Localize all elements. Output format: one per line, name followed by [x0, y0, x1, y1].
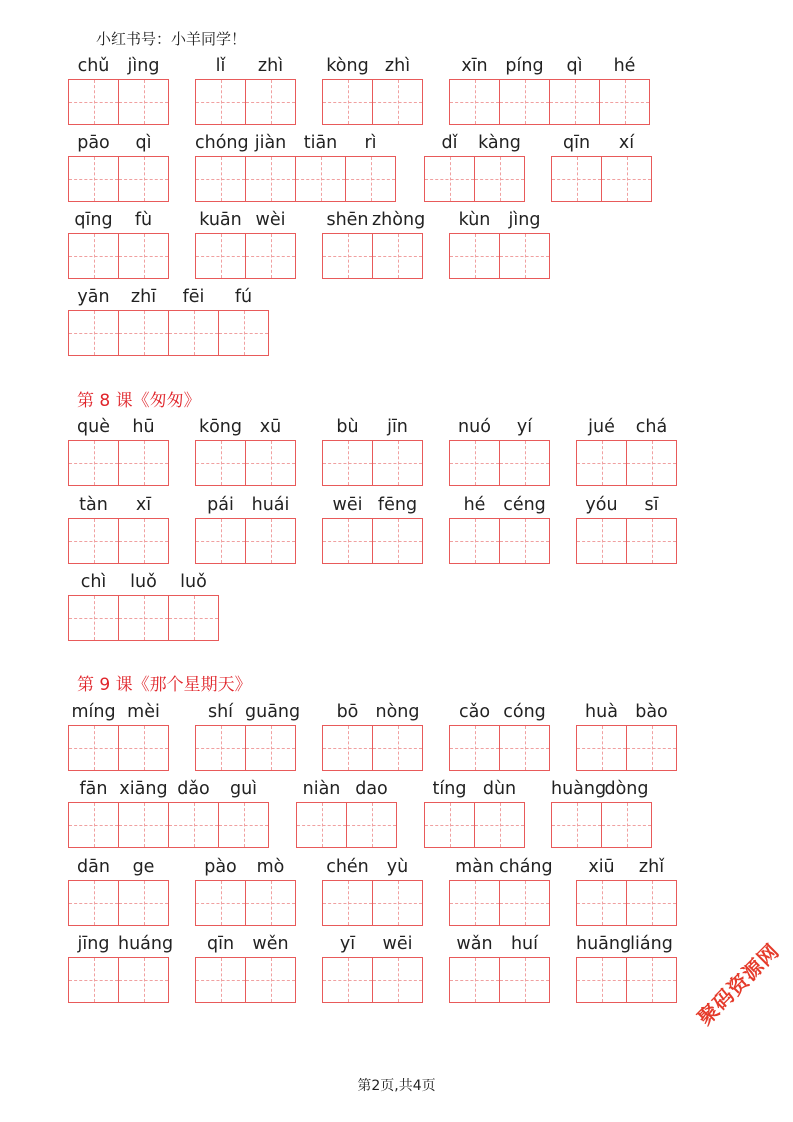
- pinyin-syllable: zhǐ: [638, 857, 665, 877]
- pinyin-syllable: tiān: [303, 133, 338, 153]
- pinyin-syllable: zhòng: [372, 210, 426, 230]
- writing-cell[interactable]: [345, 156, 396, 202]
- writing-cell[interactable]: [68, 518, 119, 564]
- character-grid: [551, 156, 652, 202]
- pinyin-syllable: tíng: [432, 779, 467, 799]
- pinyin-syllable: chá: [635, 417, 668, 437]
- pinyin-syllable: zhì: [257, 56, 284, 76]
- header-note: 小红书号：小羊同学！: [96, 30, 247, 48]
- character-grid: [195, 957, 296, 1003]
- writing-cell[interactable]: [372, 79, 423, 125]
- pinyin-syllable: kùn: [458, 210, 491, 230]
- writing-cell[interactable]: [549, 79, 600, 125]
- writing-cell[interactable]: [118, 802, 169, 848]
- pinyin-syllable: ge: [132, 857, 155, 877]
- character-grid: [424, 802, 525, 848]
- writing-cell[interactable]: [449, 957, 500, 1003]
- writing-cell[interactable]: [449, 880, 500, 926]
- pinyin-syllable: shēn: [326, 210, 369, 230]
- pinyin-syllable: tàn: [79, 495, 108, 515]
- pinyin-syllable: sī: [644, 495, 659, 515]
- pinyin-syllable: chì: [80, 572, 107, 592]
- writing-cell[interactable]: [68, 310, 119, 356]
- writing-cell[interactable]: [168, 595, 219, 641]
- writing-cell[interactable]: [626, 440, 677, 486]
- pinyin-syllable: jīng: [77, 934, 110, 954]
- writing-cell[interactable]: [449, 440, 500, 486]
- writing-cell[interactable]: [68, 79, 119, 125]
- pinyin-syllable: jìng: [127, 56, 160, 76]
- pinyin-syllable: liáng: [630, 934, 673, 954]
- writing-cell[interactable]: [168, 310, 219, 356]
- pinyin-syllable: céng: [503, 495, 546, 515]
- character-grid: [68, 233, 169, 279]
- pinyin-syllable: píng: [505, 56, 544, 76]
- character-grid: [68, 79, 169, 125]
- writing-cell[interactable]: [601, 156, 652, 202]
- pinyin-syllable: wǎn: [456, 934, 493, 954]
- pinyin-syllable: yān: [77, 287, 110, 307]
- pinyin-syllable: shí: [207, 702, 234, 722]
- pinyin-syllable: rì: [364, 133, 377, 153]
- writing-cell[interactable]: [245, 156, 296, 202]
- writing-cell[interactable]: [118, 440, 169, 486]
- pinyin-syllable: xū: [259, 417, 282, 437]
- pinyin-syllable: huà: [585, 702, 618, 722]
- writing-cell[interactable]: [195, 725, 246, 771]
- writing-cell[interactable]: [68, 233, 119, 279]
- character-grid: [322, 440, 423, 486]
- pinyin-syllable: jìng: [508, 210, 541, 230]
- character-grid: [68, 880, 169, 926]
- character-grid: [576, 440, 677, 486]
- writing-cell[interactable]: [68, 880, 119, 926]
- pinyin-syllable: chén: [326, 857, 369, 877]
- writing-cell[interactable]: [372, 440, 423, 486]
- writing-cell[interactable]: [499, 725, 550, 771]
- character-grid: [68, 518, 169, 564]
- writing-cell[interactable]: [576, 880, 627, 926]
- character-grid: [68, 957, 169, 1003]
- writing-cell[interactable]: [322, 725, 373, 771]
- pinyin-syllable: xiāng: [119, 779, 168, 799]
- pinyin-syllable: zhì: [384, 56, 411, 76]
- writing-cell[interactable]: [551, 802, 602, 848]
- writing-cell[interactable]: [168, 802, 219, 848]
- pinyin-syllable: què: [77, 417, 110, 437]
- pinyin-syllable: wēi: [382, 934, 413, 954]
- writing-cell[interactable]: [449, 79, 500, 125]
- writing-cell[interactable]: [474, 802, 525, 848]
- writing-cell[interactable]: [218, 802, 269, 848]
- writing-cell[interactable]: [195, 880, 246, 926]
- pinyin-syllable: dùn: [482, 779, 517, 799]
- character-grid: [322, 957, 423, 1003]
- writing-cell[interactable]: [449, 233, 500, 279]
- character-grid: [195, 156, 396, 202]
- writing-cell[interactable]: [449, 518, 500, 564]
- lesson-8-title: 第 8 课《匆匆》: [77, 391, 201, 411]
- pinyin-syllable: kōng: [198, 417, 243, 437]
- pinyin-syllable: dǐ: [441, 133, 458, 153]
- character-grid: [449, 725, 550, 771]
- writing-cell[interactable]: [424, 802, 475, 848]
- pinyin-syllable: pào: [204, 857, 237, 877]
- pinyin-syllable: yù: [386, 857, 409, 877]
- writing-cell[interactable]: [599, 79, 650, 125]
- character-grid: [322, 518, 423, 564]
- pinyin-syllable: nuó: [458, 417, 491, 437]
- character-grid: [576, 957, 677, 1003]
- writing-cell[interactable]: [499, 957, 550, 1003]
- pinyin-syllable: hé: [613, 56, 636, 76]
- writing-cell[interactable]: [118, 957, 169, 1003]
- character-grid: [551, 802, 652, 848]
- pinyin-syllable: fú: [234, 287, 253, 307]
- pinyin-syllable: jué: [588, 417, 615, 437]
- writing-cell[interactable]: [322, 440, 373, 486]
- character-grid: [449, 880, 550, 926]
- character-grid: [68, 310, 269, 356]
- pinyin-syllable: huáng: [118, 934, 174, 954]
- pinyin-syllable: dòng: [604, 779, 649, 799]
- pinyin-syllable: wěn: [252, 934, 289, 954]
- writing-cell[interactable]: [68, 156, 119, 202]
- pinyin-syllable: hé: [463, 495, 486, 515]
- writing-cell[interactable]: [195, 79, 246, 125]
- writing-cell[interactable]: [346, 802, 397, 848]
- pinyin-syllable: kàng: [478, 133, 521, 153]
- writing-cell[interactable]: [499, 880, 550, 926]
- character-grid: [576, 725, 677, 771]
- writing-cell[interactable]: [576, 957, 627, 1003]
- character-grid: [449, 518, 550, 564]
- pinyin-syllable: kòng: [326, 56, 369, 76]
- writing-cell[interactable]: [322, 233, 373, 279]
- pinyin-syllable: mò: [256, 857, 285, 877]
- pinyin-syllable: luǒ: [180, 572, 207, 592]
- pinyin-syllable: luǒ: [130, 572, 157, 592]
- character-grid: [576, 880, 677, 926]
- writing-cell[interactable]: [499, 79, 550, 125]
- pinyin-syllable: bō: [336, 702, 359, 722]
- pinyin-syllable: bào: [635, 702, 668, 722]
- pinyin-syllable: màn: [455, 857, 494, 877]
- character-grid: [68, 802, 269, 848]
- pinyin-syllable: dān: [77, 857, 110, 877]
- character-grid: [322, 725, 423, 771]
- character-grid: [68, 156, 169, 202]
- pinyin-syllable: xiū: [588, 857, 615, 877]
- writing-cell[interactable]: [118, 595, 169, 641]
- writing-cell[interactable]: [195, 440, 246, 486]
- writing-cell[interactable]: [372, 880, 423, 926]
- writing-cell[interactable]: [245, 79, 296, 125]
- pinyin-syllable: huāng: [576, 934, 632, 954]
- pinyin-syllable: fēi: [182, 287, 205, 307]
- pinyin-syllable: yí: [516, 417, 533, 437]
- pinyin-syllable: guì: [229, 779, 258, 799]
- pinyin-syllable: qì: [135, 133, 152, 153]
- writing-cell[interactable]: [118, 156, 169, 202]
- pinyin-syllable: pái: [207, 495, 234, 515]
- pinyin-syllable: zhī: [130, 287, 157, 307]
- pinyin-syllable: qīng: [74, 210, 113, 230]
- writing-cell[interactable]: [195, 957, 246, 1003]
- writing-cell[interactable]: [118, 725, 169, 771]
- pinyin-syllable: huí: [510, 934, 539, 954]
- writing-cell[interactable]: [626, 725, 677, 771]
- character-grid: [449, 233, 550, 279]
- pinyin-syllable: dao: [355, 779, 388, 799]
- pinyin-syllable: chǔ: [77, 56, 110, 76]
- pinyin-syllable: bù: [336, 417, 359, 437]
- pinyin-syllable: yóu: [585, 495, 618, 515]
- writing-cell[interactable]: [499, 518, 550, 564]
- lesson-9-title: 第 9 课《那个星期天》: [77, 675, 252, 695]
- pinyin-syllable: xīn: [461, 56, 488, 76]
- pinyin-syllable: xī: [135, 495, 152, 515]
- pinyin-syllable: cǎo: [458, 702, 491, 722]
- character-grid: [322, 79, 423, 125]
- pinyin-syllable: qì: [566, 56, 583, 76]
- pinyin-syllable: huái: [251, 495, 290, 515]
- pinyin-syllable: qīn: [206, 934, 235, 954]
- writing-cell[interactable]: [322, 518, 373, 564]
- writing-cell[interactable]: [218, 310, 269, 356]
- writing-cell[interactable]: [449, 725, 500, 771]
- pinyin-syllable: fān: [79, 779, 108, 799]
- writing-cell[interactable]: [68, 725, 119, 771]
- pinyin-syllable: guāng: [245, 702, 301, 722]
- writing-cell[interactable]: [499, 233, 550, 279]
- pinyin-syllable: kuān: [199, 210, 242, 230]
- character-grid: [68, 440, 169, 486]
- writing-cell[interactable]: [295, 156, 346, 202]
- character-grid: [322, 233, 423, 279]
- writing-cell[interactable]: [626, 518, 677, 564]
- writing-cell[interactable]: [372, 518, 423, 564]
- writing-cell[interactable]: [68, 802, 119, 848]
- character-grid: [424, 156, 525, 202]
- page-footer: 第2页,共4页: [357, 1078, 436, 1094]
- character-grid: [449, 957, 550, 1003]
- writing-cell[interactable]: [118, 518, 169, 564]
- writing-cell[interactable]: [68, 595, 119, 641]
- character-grid: [195, 518, 296, 564]
- character-grid: [195, 233, 296, 279]
- writing-cell[interactable]: [195, 233, 246, 279]
- character-grid: [449, 79, 650, 125]
- watermark: 聚码资源网: [692, 938, 785, 1030]
- pinyin-syllable: fēng: [377, 495, 418, 515]
- character-grid: [576, 518, 677, 564]
- writing-cell[interactable]: [296, 802, 347, 848]
- writing-cell[interactable]: [245, 725, 296, 771]
- pinyin-syllable: qīn: [562, 133, 591, 153]
- writing-cell[interactable]: [118, 880, 169, 926]
- writing-cell[interactable]: [626, 880, 677, 926]
- character-grid: [195, 880, 296, 926]
- writing-cell[interactable]: [245, 518, 296, 564]
- pinyin-syllable: míng: [71, 702, 116, 722]
- writing-cell[interactable]: [118, 79, 169, 125]
- writing-cell[interactable]: [626, 957, 677, 1003]
- character-grid: [195, 79, 296, 125]
- pinyin-syllable: jiàn: [254, 133, 287, 153]
- character-grid: [195, 725, 296, 771]
- writing-cell[interactable]: [322, 957, 373, 1003]
- character-grid: [322, 880, 423, 926]
- writing-cell[interactable]: [245, 233, 296, 279]
- pinyin-syllable: mèi: [127, 702, 160, 722]
- writing-cell[interactable]: [576, 725, 627, 771]
- pinyin-syllable: niàn: [302, 779, 341, 799]
- writing-cell[interactable]: [118, 233, 169, 279]
- writing-cell[interactable]: [499, 440, 550, 486]
- writing-cell[interactable]: [322, 79, 373, 125]
- writing-cell[interactable]: [118, 310, 169, 356]
- writing-cell[interactable]: [372, 233, 423, 279]
- writing-cell[interactable]: [195, 518, 246, 564]
- character-grid: [296, 802, 397, 848]
- writing-cell[interactable]: [68, 440, 119, 486]
- writing-cell[interactable]: [322, 880, 373, 926]
- pinyin-syllable: huàng: [551, 779, 607, 799]
- writing-cell[interactable]: [474, 156, 525, 202]
- pinyin-syllable: hū: [132, 417, 155, 437]
- writing-cell[interactable]: [245, 440, 296, 486]
- pinyin-syllable: pāo: [77, 133, 110, 153]
- pinyin-syllable: yī: [339, 934, 356, 954]
- writing-cell[interactable]: [601, 802, 652, 848]
- pinyin-syllable: fù: [134, 210, 153, 230]
- character-grid: [195, 440, 296, 486]
- writing-cell[interactable]: [372, 725, 423, 771]
- writing-cell[interactable]: [551, 156, 602, 202]
- character-grid: [68, 595, 219, 641]
- character-grid: [449, 440, 550, 486]
- writing-cell[interactable]: [245, 880, 296, 926]
- writing-cell[interactable]: [68, 957, 119, 1003]
- writing-cell[interactable]: [576, 440, 627, 486]
- pinyin-syllable: cóng: [503, 702, 546, 722]
- pinyin-syllable: chóng: [195, 133, 249, 153]
- writing-cell[interactable]: [424, 156, 475, 202]
- writing-cell[interactable]: [195, 156, 246, 202]
- writing-cell[interactable]: [576, 518, 627, 564]
- pinyin-syllable: xí: [618, 133, 635, 153]
- pinyin-syllable: jīn: [387, 417, 408, 437]
- character-grid: [68, 725, 169, 771]
- writing-cell[interactable]: [245, 957, 296, 1003]
- pinyin-syllable: dǎo: [177, 779, 210, 799]
- pinyin-syllable: wēi: [332, 495, 363, 515]
- writing-cell[interactable]: [372, 957, 423, 1003]
- pinyin-syllable: cháng: [499, 857, 553, 877]
- pinyin-syllable: wèi: [255, 210, 286, 230]
- pinyin-syllable: lǐ: [215, 56, 226, 76]
- pinyin-syllable: nòng: [375, 702, 420, 722]
